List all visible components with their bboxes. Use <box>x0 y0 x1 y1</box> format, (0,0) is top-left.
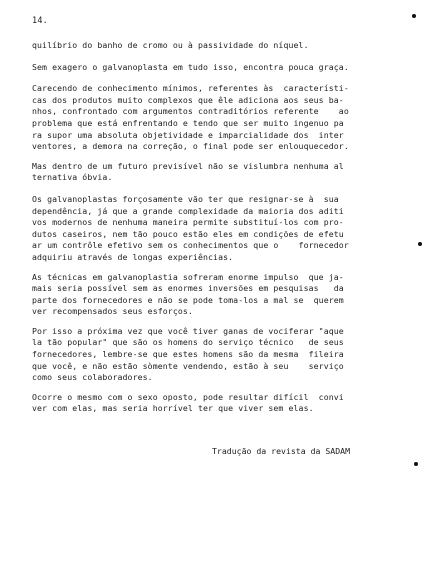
text-line: la tão popular" que são os homens do serviço técnico de seus <box>32 337 344 348</box>
text-line: parte dos fornecedores e não se pode toma-los a mal se querem <box>32 294 344 305</box>
translation-credit: Tradução da revista da SADAM <box>212 446 351 456</box>
text-line: ra supor uma absoluta objetividade e imparcialidade dos inter <box>32 129 344 140</box>
text-line: dependência, já que a grande complexidade da maioria dos aditi <box>32 205 344 216</box>
punch-hole-mark <box>414 462 418 466</box>
text-line: ternativa óbvia. <box>32 172 113 183</box>
text-line: como seus colaboradores. <box>32 372 153 383</box>
paragraph-2 <box>32 62 400 74</box>
paragraph-5 <box>32 194 400 264</box>
paragraph-3 <box>32 83 400 153</box>
text-line: adquiriu através de longas experiências. <box>32 251 234 262</box>
text-line: problema que está enfrentando e tendo que ser muito ingenuo pa <box>32 117 344 128</box>
paragraph-6 <box>32 272 400 318</box>
page-number: 14. <box>32 16 48 26</box>
body-text <box>32 40 400 415</box>
text-line: ver com elas, mas seria horrível ter que viver sem elas. <box>32 403 314 414</box>
text-line: Carecendo de conhecimento mínimos, referentes às característi- <box>32 83 349 94</box>
text-line: Mas dentro de um futuro previsível não se vislumbra nenhuma al <box>32 160 344 171</box>
text-line: vos modernos de nenhuma maneira permite substituí-los com pro- <box>32 217 344 228</box>
text-line: quilíbrio do banho de cromo ou à passividade do níquel. <box>32 40 309 50</box>
text-line: ar um contrôle efetivo sem os conhecimentos que o fornecedor <box>32 240 349 251</box>
text-line: Sem exagero o galvanoplasta em tudo isso, encontra pouca graça. <box>32 61 349 72</box>
text-line: As técnicas em galvanoplastia sofreram enorme impulso que ja- <box>32 271 344 282</box>
text-line: que você, e não estão sòmente vendendo, estão à seu serviço <box>32 360 344 371</box>
text-line: mais seria possível sem as enormes inversões em pesquisas da <box>32 283 344 294</box>
punch-hole-mark <box>418 242 422 246</box>
paragraph-4 <box>32 161 400 184</box>
text-line: cas dos produtos muito complexos que êle adiciona aos seus ba- <box>32 94 344 105</box>
paragraph-7 <box>32 326 400 384</box>
punch-hole-mark <box>412 14 416 18</box>
text-line: ver recompensados seus esforços. <box>32 306 193 317</box>
paragraph-1 <box>32 40 400 52</box>
text-line: ventores, a demora na correção, o final pode ser enlouquecedor. <box>32 141 349 152</box>
text-line: Ocorre o mesmo com o sexo oposto, pode resultar difícil convi <box>32 391 344 402</box>
text-line: Por isso a próxima vez que você tiver ganas de vociferar "aque <box>32 325 344 336</box>
paragraph-8 <box>32 392 400 415</box>
text-line: fornecedores, lembre-se que estes homens são da mesma fileira <box>32 349 344 360</box>
text-line: Os galvanoplastas forçosamente vão ter que resignar-se à sua <box>32 193 339 204</box>
text-line: dutos caseiros, nem tão pouco estão eles em condições de efetu <box>32 228 344 239</box>
text-line: nhos, confrontado com argumentos contraditórios referente ao <box>32 106 349 117</box>
